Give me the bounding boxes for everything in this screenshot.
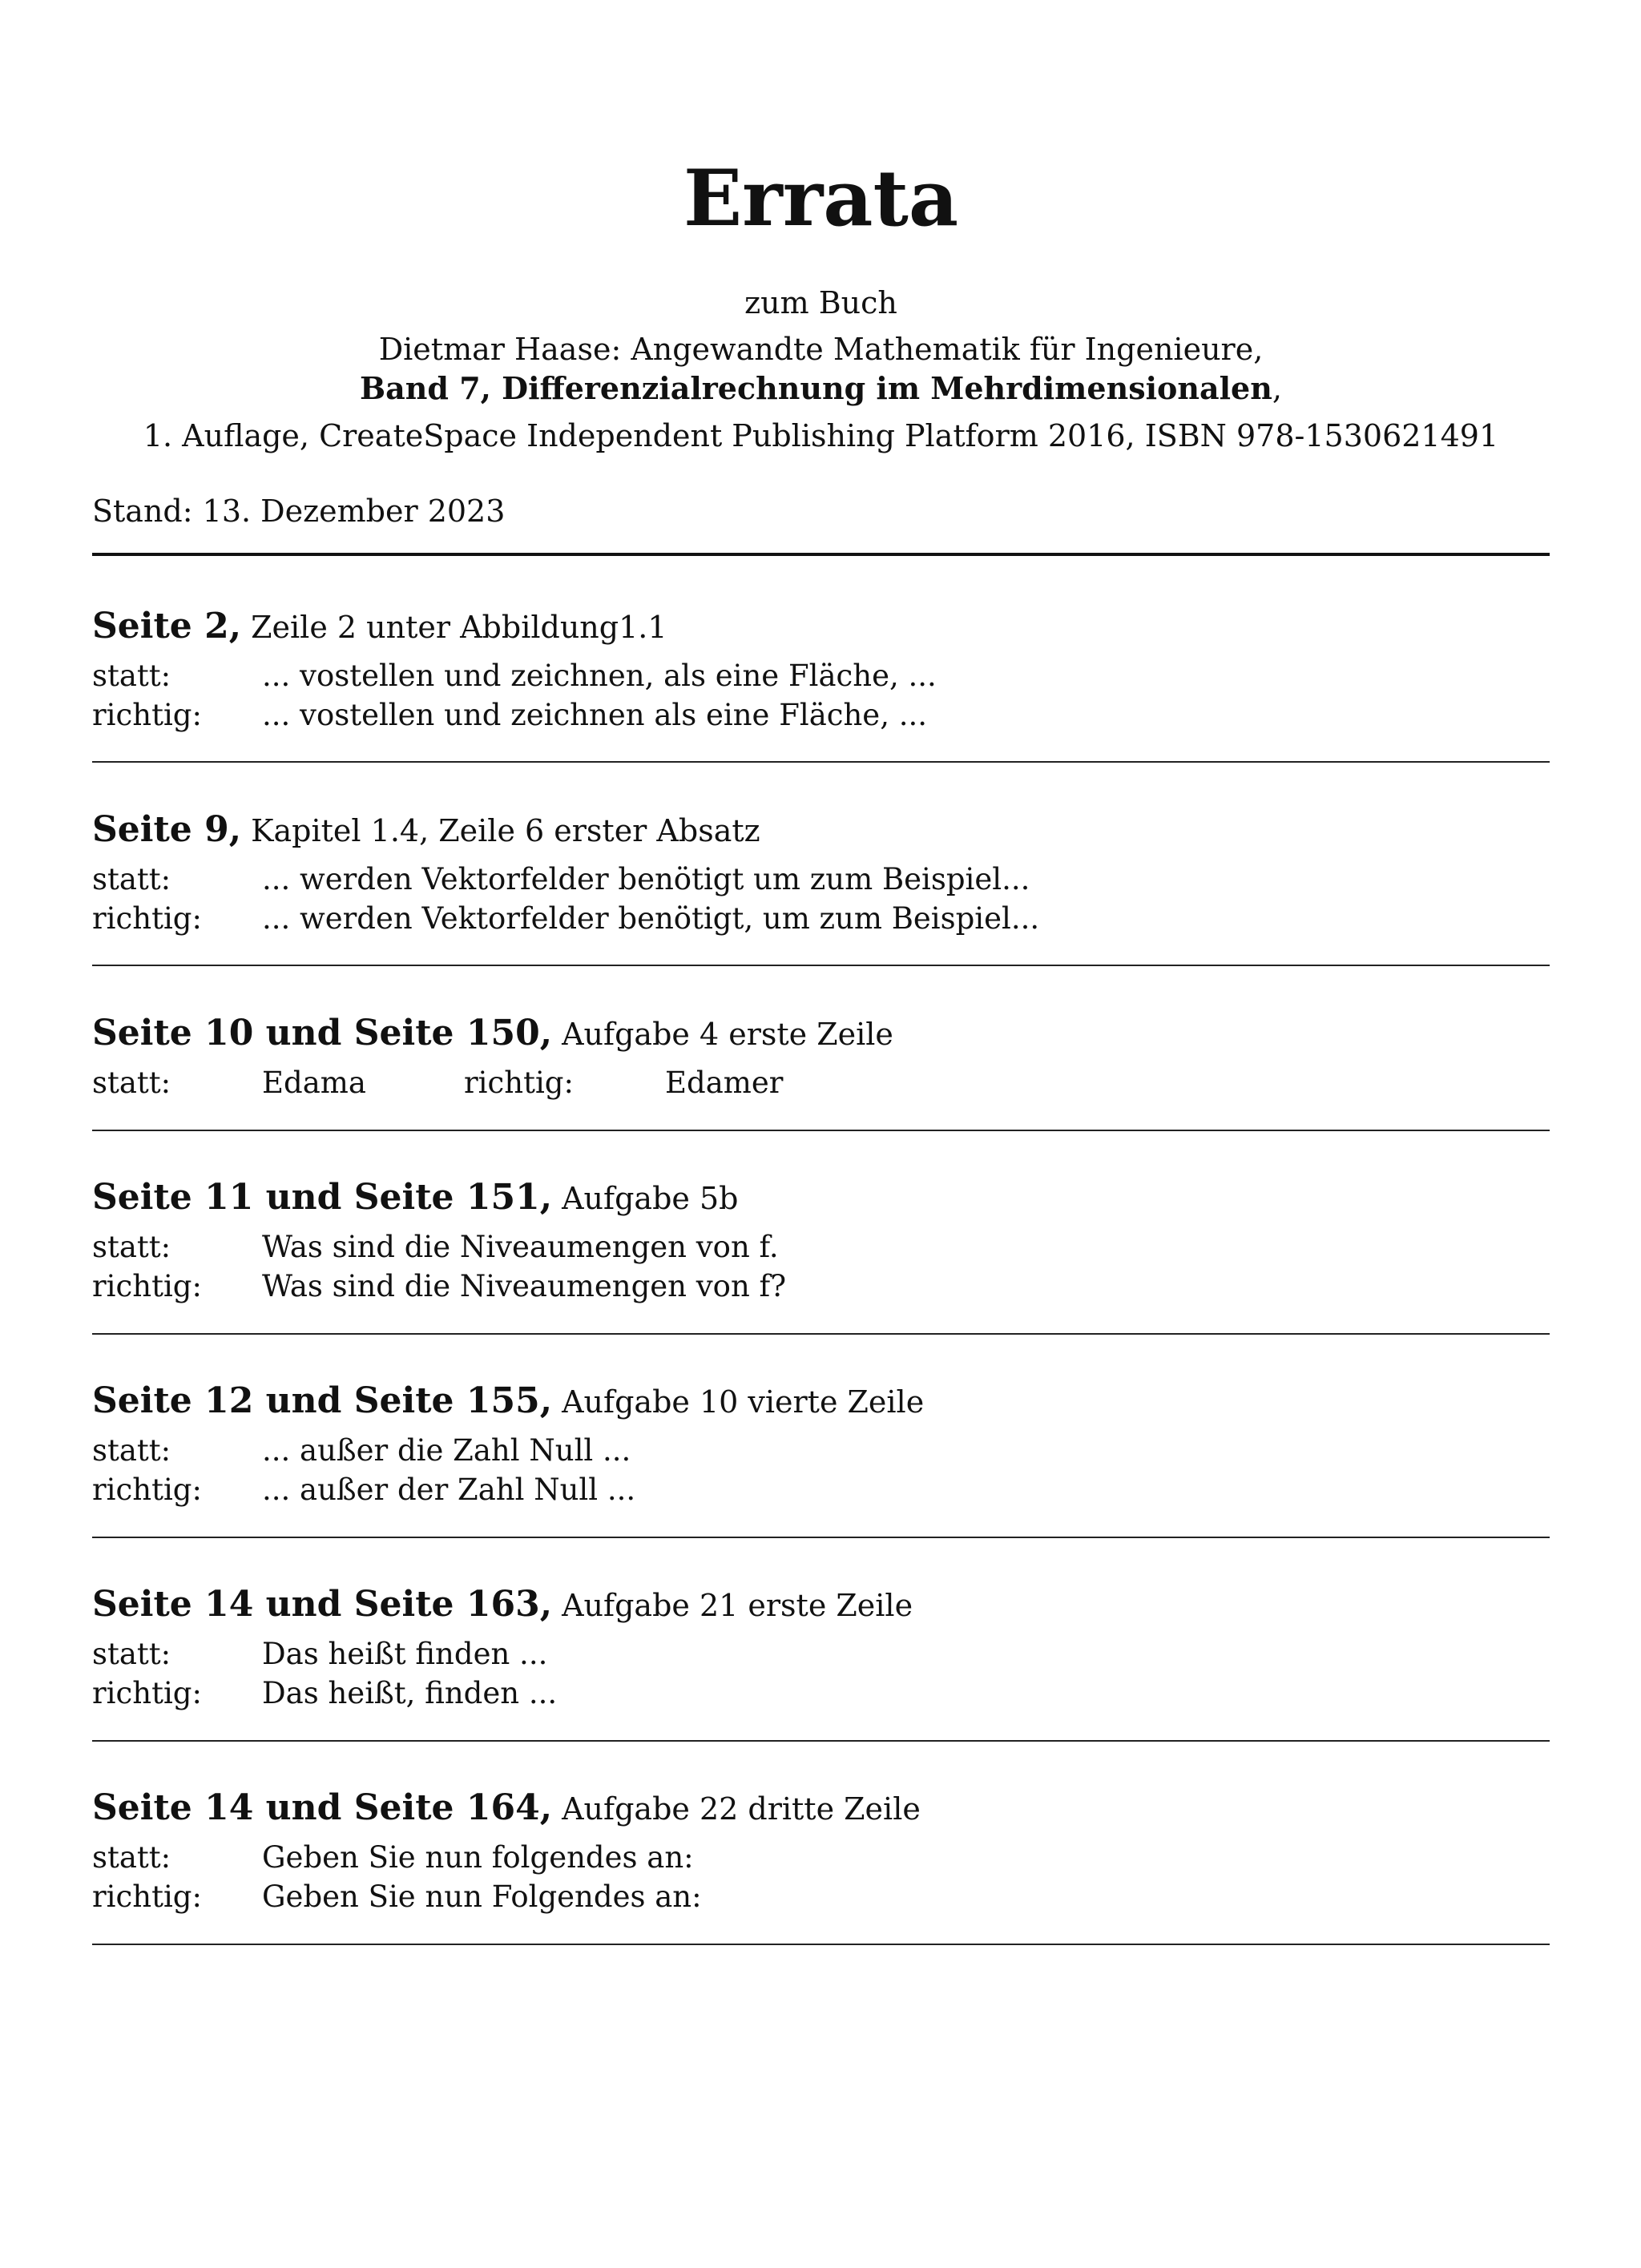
entry-divider	[92, 1740, 1550, 1742]
statt-text: Das heißt finden ...	[262, 1637, 548, 1672]
erratum-entry	[92, 811, 1550, 941]
statt-label: statt:	[92, 659, 171, 694]
richtig-label: richtig:	[92, 1879, 202, 1915]
entry-heading	[92, 1014, 1550, 1053]
entry-detail: Aufgabe 10 vierte Zeile	[552, 1384, 925, 1420]
book-volume-comma: ,	[1272, 371, 1282, 406]
richtig-text: Geben Sie nun Folgendes an:	[262, 1879, 702, 1915]
entry-page: Seite 10 und Seite 150,	[92, 1013, 553, 1053]
header-divider	[92, 553, 1550, 556]
entry-heading	[92, 1585, 1550, 1624]
statt-label: statt:	[92, 1840, 171, 1875]
entry-divider	[92, 1130, 1550, 1131]
statt-text: ... außer die Zahl Null ...	[262, 1433, 631, 1468]
richtig-label: richtig:	[92, 1269, 202, 1304]
richtig-text: ... vostellen und zeichnen als eine Fläche, ...	[262, 698, 928, 733]
statt-label: statt:	[92, 1230, 171, 1265]
entry-divider	[92, 1537, 1550, 1538]
richtig-row	[92, 901, 1550, 941]
statt-label: statt:	[92, 1433, 171, 1468]
statt-text: ... vostellen und zeichnen, als eine Fläche, ...	[262, 659, 937, 694]
entry-detail: Kapitel 1.4, Zeile 6 erster Absatz	[241, 813, 760, 848]
richtig-label: richtig:	[92, 1676, 202, 1711]
erratum-entry	[92, 1178, 1550, 1308]
book-edition-line: 1. Auflage, CreateSpace Independent Publishing Platform 2016, ISBN 978-1530621491	[143, 418, 1499, 453]
entry-page: Seite 9,	[92, 809, 242, 850]
page-title: Errata	[683, 153, 959, 244]
statt-row	[92, 659, 1550, 698]
entry-page: Seite 12 und Seite 155,	[92, 1380, 553, 1421]
richtig-row	[92, 698, 1550, 737]
entry-heading	[92, 1178, 1550, 1217]
richtig-row	[92, 1472, 1550, 1512]
stand-date: Stand: 13. Dezember 2023	[92, 493, 506, 529]
correction-row	[92, 1066, 1550, 1105]
entry-divider	[92, 965, 1550, 966]
statt-row	[92, 1433, 1550, 1472]
entry-heading	[92, 1382, 1550, 1420]
richtig-text: Was sind die Niveaumengen von f?	[262, 1269, 787, 1304]
entry-detail: Zeile 2 unter Abbildung1.1	[241, 610, 667, 645]
richtig-label: richtig:	[92, 901, 202, 937]
entry-detail: Aufgabe 4 erste Zeile	[552, 1017, 893, 1052]
entry-detail: Aufgabe 21 erste Zeile	[552, 1588, 913, 1623]
richtig-text: ... werden Vektorfelder benötigt, um zum Beispiel...	[262, 901, 1040, 937]
richtig-row	[92, 1269, 1550, 1308]
entry-page: Seite 14 und Seite 163,	[92, 1584, 553, 1625]
book-volume-line	[92, 370, 1550, 408]
entry-detail: Aufgabe 5b	[552, 1181, 739, 1216]
richtig-label: richtig:	[92, 1472, 202, 1508]
statt-row	[92, 1840, 1550, 1879]
erratum-entry	[92, 1014, 1550, 1105]
entry-page: Seite 14 und Seite 164,	[92, 1787, 553, 1828]
erratum-entry	[92, 607, 1550, 737]
erratum-entry	[92, 1789, 1550, 1919]
statt-row	[92, 862, 1550, 901]
book-volume-title: Band 7, Differenzialrechnung im Mehrdimensionalen	[360, 370, 1272, 406]
statt-text: Geben Sie nun folgendes an:	[262, 1840, 694, 1875]
statt-row	[92, 1230, 1550, 1269]
erratum-entry	[92, 1585, 1550, 1715]
richtig-text: Das heißt, finden ...	[262, 1676, 558, 1711]
statt-row	[92, 1637, 1550, 1676]
richtig-label: richtig:	[464, 1066, 574, 1101]
subtitle-zum-buch: zum Buch	[744, 285, 897, 320]
statt-text: ... werden Vektorfelder benötigt um zum Beispiel...	[262, 862, 1030, 897]
richtig-text: ... außer der Zahl Null ...	[262, 1472, 636, 1508]
richtig-text: Edamer	[665, 1066, 784, 1101]
richtig-row	[92, 1879, 1550, 1919]
statt-text: Was sind die Niveaumengen von f.	[262, 1230, 779, 1265]
entry-divider	[92, 761, 1550, 763]
entry-page: Seite 2,	[92, 606, 242, 647]
entry-divider	[92, 1944, 1550, 1945]
erratum-entry	[92, 1382, 1550, 1512]
richtig-label: richtig:	[92, 698, 202, 733]
statt-label: statt:	[92, 1637, 171, 1672]
entry-heading	[92, 1789, 1550, 1827]
statt-text: Edama	[262, 1066, 366, 1101]
entry-page: Seite 11 und Seite 151,	[92, 1177, 553, 1218]
entry-detail: Aufgabe 22 dritte Zeile	[552, 1791, 921, 1827]
statt-label: statt:	[92, 862, 171, 897]
book-author-line: Dietmar Haase: Angewandte Mathematik für Ingenieure,	[378, 332, 1264, 367]
entry-divider	[92, 1333, 1550, 1335]
entry-heading	[92, 811, 1550, 849]
richtig-row	[92, 1676, 1550, 1715]
statt-label: statt:	[92, 1066, 171, 1101]
entry-heading	[92, 607, 1550, 646]
